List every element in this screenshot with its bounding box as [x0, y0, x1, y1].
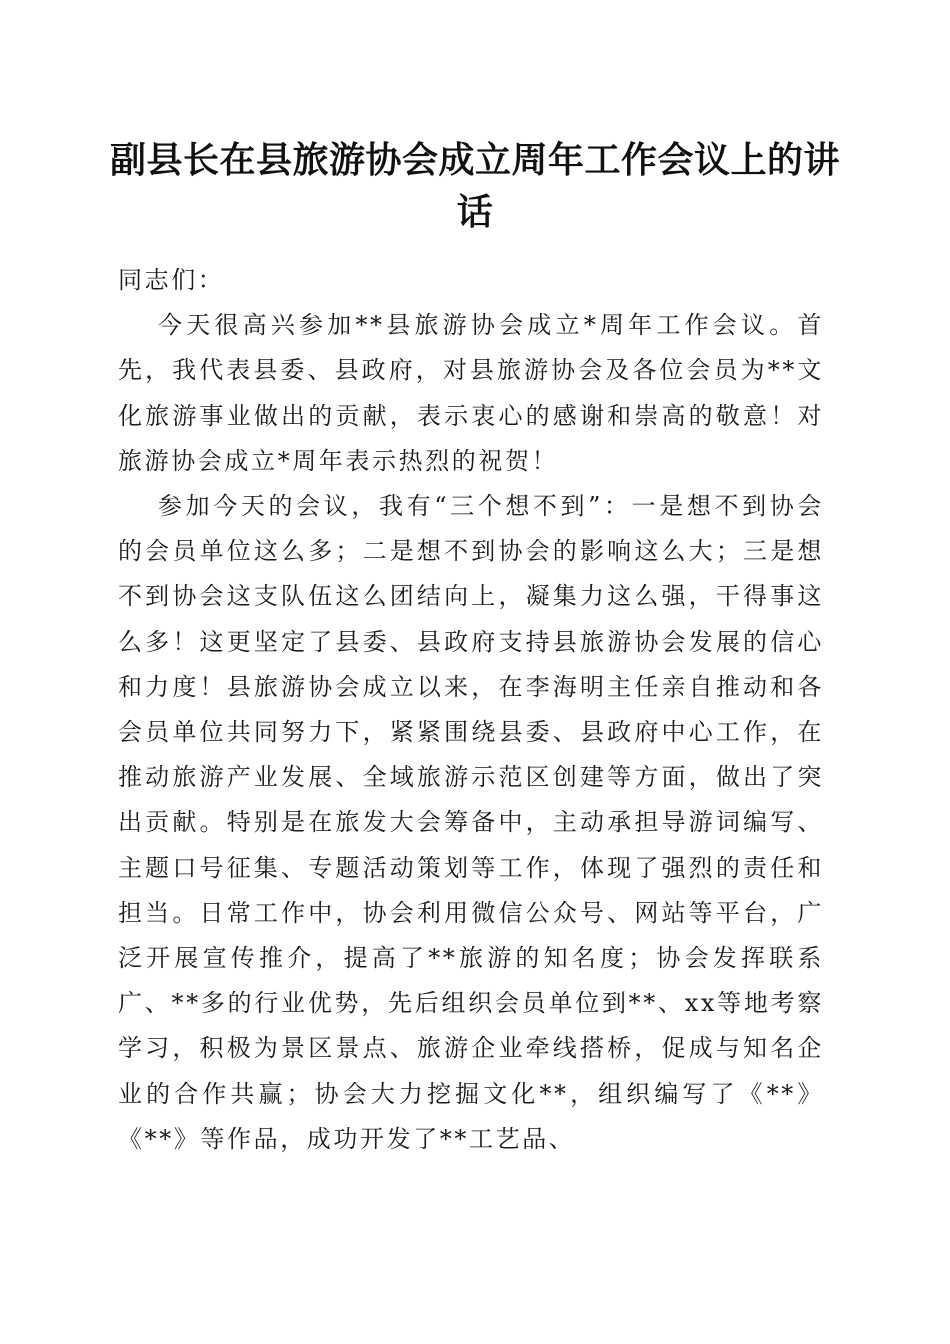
document-body — [118, 258, 824, 1162]
document-title: 副县长在县旅游协会成立周年工作会议上的讲话 — [110, 139, 841, 233]
paragraph-three-surprises: 参加今天的会议，我有“三个想不到”：一是想不到协会的会员单位这么多；二是想不到协会的影响这么大；三是想不到协会这支队伍这么团结向上，凝集力这么强，干得事这么多！这更坚定了县委、县政府支持县旅游协会发展的信心和力度！县旅游协会成立以来，在李海明主任亲自推动和各会员单位共同努力下，紧紧围绕县委、县政府中心工作，在推动旅游产业发展、全域旅游示范区创建等方面，做出了突出贡献。特别是在旅发大会筹备中，主动承担导游词编写、主题口号征集、专题活动策划等工作，体现了强烈的责任和担当。日常工作中，协会利用微信公众号、网站等平台，广泛开展宣传推介，提高了**旅游的知名度；协会发挥联系广、**多的行业优势，先后组织会员单位到**、xx等地考察学习，积极为景区景点、旅游企业牵线搭桥，促成与知名企业的合作共赢；协会大力挖掘文化**，组织编写了《**》《**》等作品，成功开发了**工艺品、 — [118, 492, 824, 1153]
salutation: 同志们： — [118, 266, 225, 294]
paragraph-opening: 今天很高兴参加**县旅游协会成立*周年工作会议。首先，我代表县委、县政府，对县旅游协会及各位会员为**文化旅游事业做出的贡献，表示衷心的感谢和崇高的敬意！对旅游协会成立*周年表示热烈的祝贺！ — [118, 311, 824, 475]
